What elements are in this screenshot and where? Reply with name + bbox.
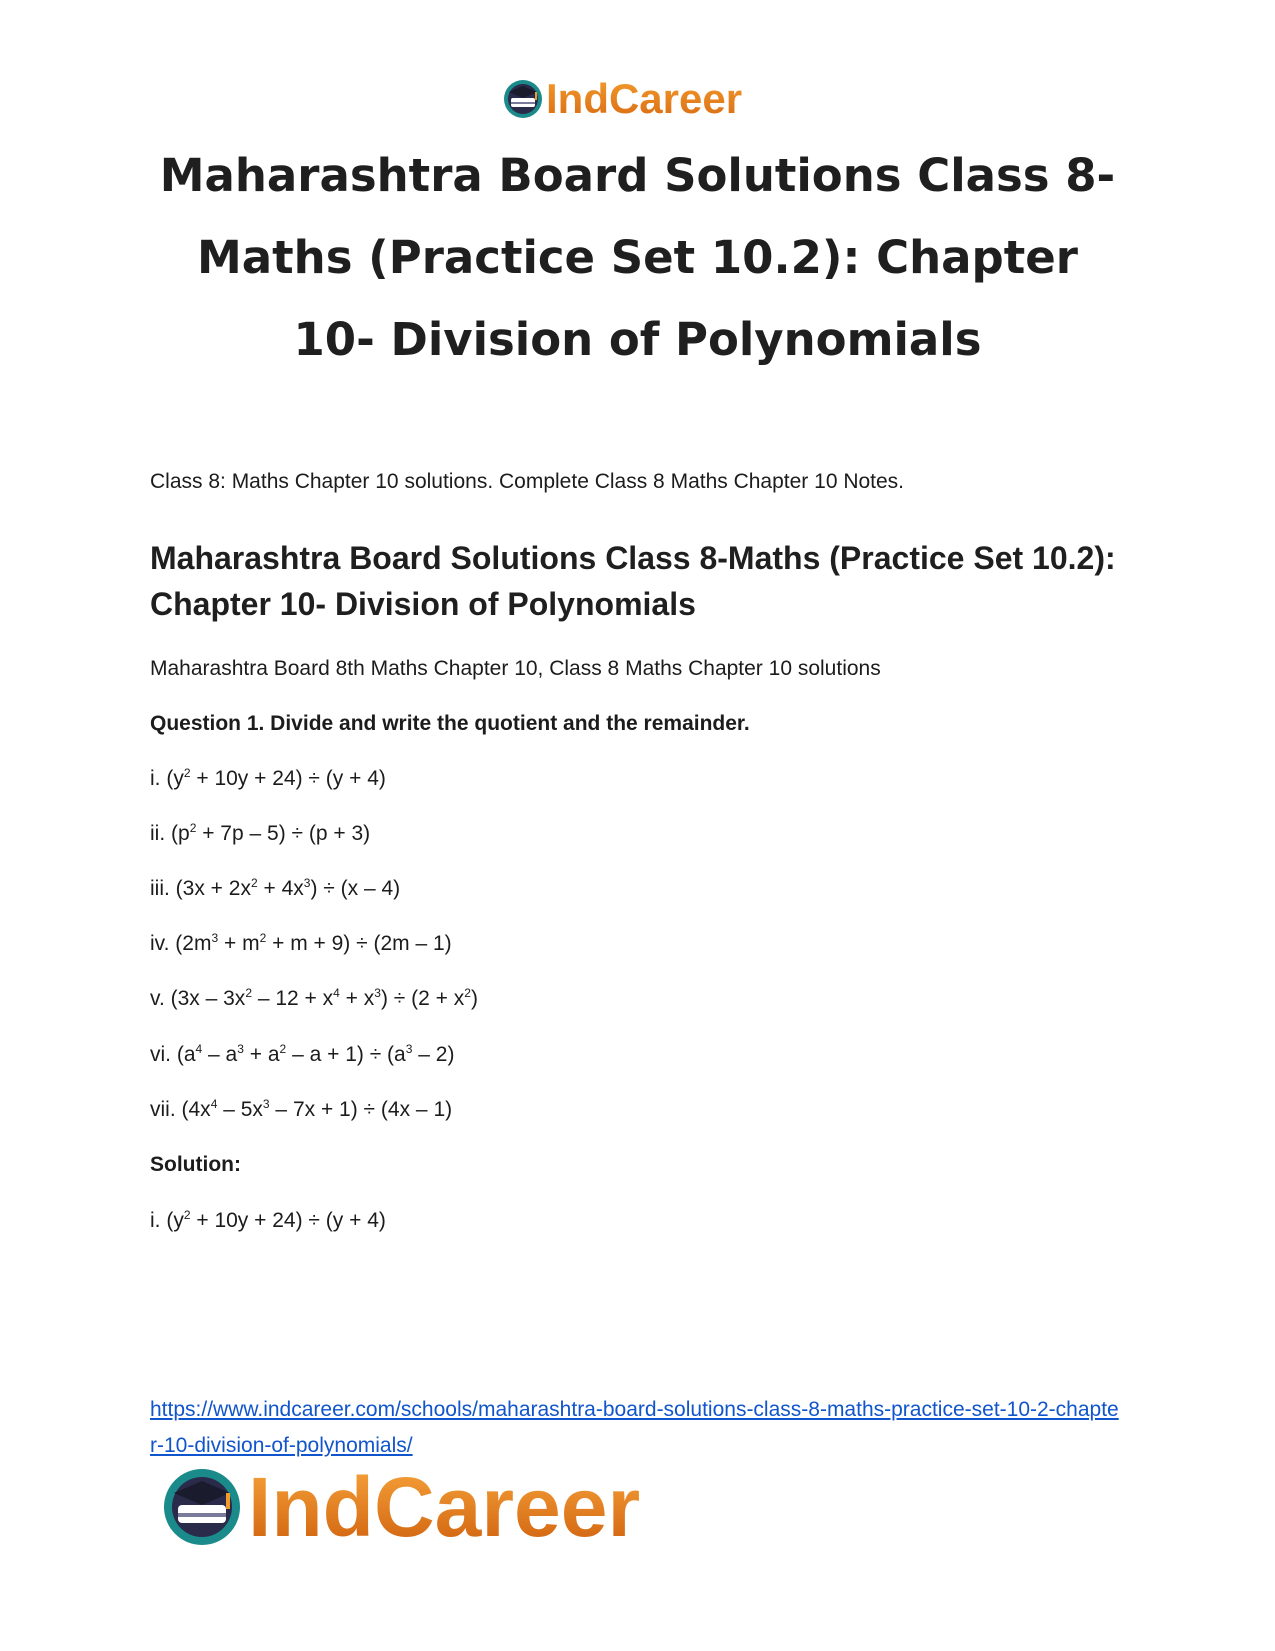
indcareer-logo-bottom[interactable] [160, 1460, 641, 1554]
exponent: 4 [195, 1042, 203, 1056]
exponent: 3 [262, 1097, 270, 1111]
indcareer-logo-top[interactable] [502, 75, 743, 122]
exponent: 4 [333, 986, 340, 1000]
exponent: 2 [245, 986, 252, 1000]
graduation-cap-book-icon [502, 78, 544, 120]
expression-item: i. $(y^2 + 10y + 24) \div (y + 4)$ [150, 766, 386, 790]
expression-item: vi. $(a^4 - a^3 + a^2 - a + 1) \div (a^3 - 2)$ [150, 1042, 455, 1066]
exponent: 2 [189, 821, 197, 835]
exponent: 3 [237, 1042, 244, 1056]
subline-paragraph: Maharashtra Board 8th Maths Chapter 10, Class 8 Maths Chapter 10 solutions [150, 657, 881, 680]
exponent: 2 [183, 1208, 191, 1222]
section-heading: Maharashtra Board Solutions Class 8-Maths (Practice Set 10.2): Chapter 10- Division of Polynomials [150, 540, 1116, 622]
exponent: 3 [303, 876, 311, 890]
exponent: 2 [279, 1042, 287, 1056]
solution-label: Solution: [150, 1153, 241, 1176]
source-url-link[interactable]: https://www.indcareer.com/schools/maharashtra-board-solutions-class-8-maths-practice-set-10-2-chapter-10-division-of-polynomials/ [150, 1398, 1119, 1457]
brand-name: IndCareer [248, 1460, 641, 1554]
graduation-cap-book-icon [160, 1465, 244, 1549]
page-title: Maharashtra Board Solutions Class 8-Maths (Practice Set 10.2): Chapter 10- Division of Polynomials [159, 149, 1116, 366]
exponent: 3 [374, 986, 381, 1000]
intro-paragraph: Class 8: Maths Chapter 10 solutions. Complete Class 8 Maths Chapter 10 Notes. [150, 470, 905, 493]
expression-item: ii. $(p^2 + 7p - 5) \div (p + 3)$ [150, 821, 371, 845]
expression-item: vii. $(4x^4 - 5x^3 - 7x + 1) \div (4x - 1)$ [150, 1097, 453, 1121]
exponent: 4 [210, 1097, 218, 1111]
exponent: 2 [250, 876, 258, 890]
exponent: 2 [464, 986, 471, 1000]
exponent: 2 [183, 766, 191, 780]
exponent: 3 [211, 931, 219, 945]
exponent: 2 [259, 931, 267, 945]
question-heading: Question 1. Divide and write the quotient and the remainder. [150, 712, 750, 735]
solution-expression: i. $(y^2 + 10y + 24) \div (y + 4)$ [150, 1208, 386, 1232]
expression-item: iii. $(3x + 2x^2 + 4x^3) \div (x - 4)$ [150, 876, 401, 900]
expression-item: iv. $(2m^3 + m^2 + m + 9) \div (2m - 1)$ [150, 931, 452, 955]
exponent: 3 [405, 1042, 413, 1056]
brand-name: IndCareer [546, 75, 743, 122]
expression-item: v. $(3x - 3x^2 - 12 + x^4 + x^3) \div (2 + x^2)$ [150, 986, 478, 1010]
